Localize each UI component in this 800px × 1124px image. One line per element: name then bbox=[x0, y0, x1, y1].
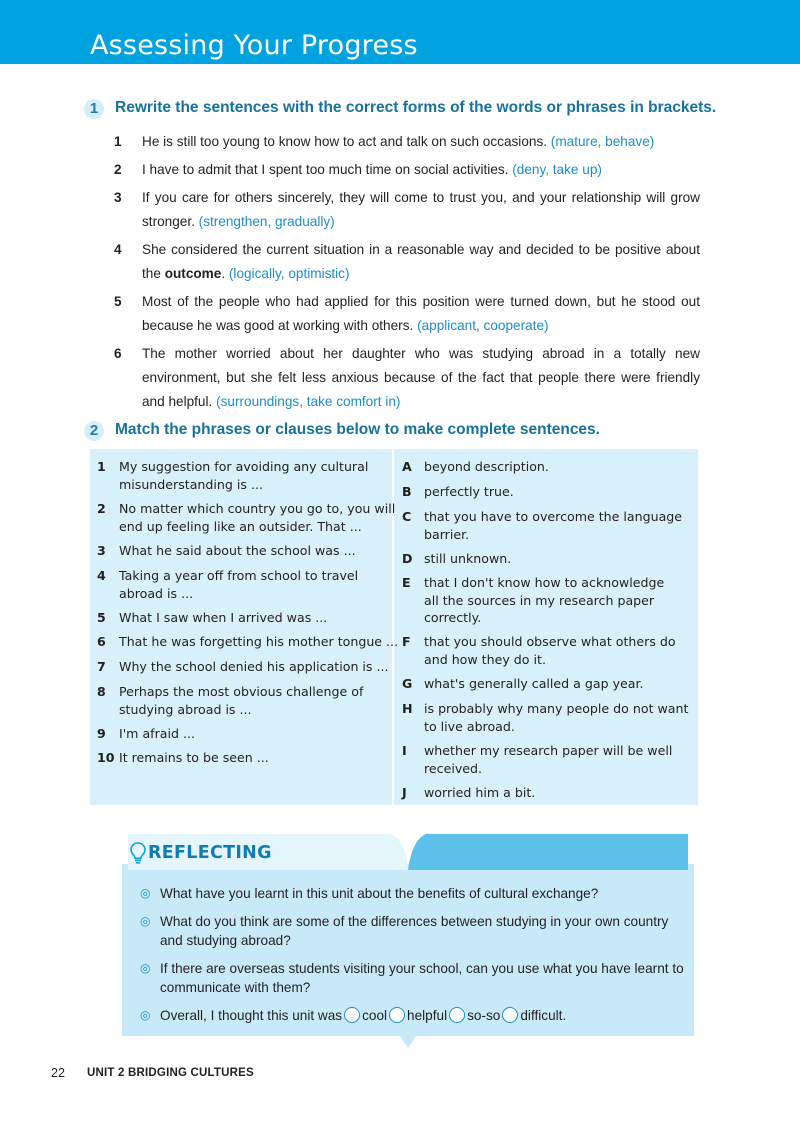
right-item-text: whether my research paper will be well bbox=[424, 743, 673, 758]
right-item-text: correctly. bbox=[424, 610, 482, 625]
rating-radio-circle[interactable] bbox=[389, 1007, 405, 1023]
right-item-letter: F bbox=[402, 634, 411, 649]
item-hint: (mature, behave) bbox=[550, 134, 655, 149]
bullet-icon: ◎ bbox=[140, 961, 151, 975]
reflecting-question bbox=[140, 884, 688, 903]
question-text: What have you learnt in this unit about the benefits of cultural exchange? bbox=[160, 886, 599, 901]
left-item-number: 7 bbox=[97, 659, 106, 674]
left-item-number: 10 bbox=[97, 750, 115, 765]
right-item-text: that you have to overcome the language bbox=[424, 509, 683, 524]
right-item-text: all the sources in my research paper bbox=[424, 592, 655, 608]
section-1-title: Rewrite the sentences with the correct forms of the words or phrases in brackets. bbox=[115, 99, 717, 116]
left-item-number: 5 bbox=[97, 610, 106, 625]
right-item-letter: H bbox=[402, 701, 413, 716]
item-number: 1 bbox=[114, 134, 122, 149]
reflecting-list bbox=[140, 884, 688, 1034]
question-text: If there are overseas students visiting your school, can you use what you have learnt to communicate with them? bbox=[160, 961, 684, 995]
left-item-text: What I saw when I arrived was ... bbox=[119, 610, 328, 625]
right-item-letter: D bbox=[402, 551, 413, 566]
right-item-letter: B bbox=[402, 484, 412, 499]
exercise-1-item bbox=[114, 342, 700, 414]
rating-radio-circle[interactable] bbox=[344, 1007, 360, 1023]
bullet-icon: ◎ bbox=[140, 1008, 151, 1022]
rating-radio-circle[interactable] bbox=[449, 1007, 465, 1023]
item-hint: (deny, take up) bbox=[512, 162, 602, 177]
left-item-number: 2 bbox=[97, 501, 106, 516]
left-item-text: That he was forgetting his mother tongue ... bbox=[119, 634, 399, 649]
left-item-text: Taking a year off from school to travel bbox=[119, 568, 359, 583]
right-item-letter: I bbox=[402, 743, 407, 758]
item-text-end: . bbox=[221, 266, 229, 281]
left-item-number: 4 bbox=[97, 568, 106, 583]
right-item-letter: E bbox=[402, 575, 411, 590]
rating-radio-circle[interactable] bbox=[502, 1007, 518, 1023]
item-number: 3 bbox=[114, 190, 122, 205]
left-item-text: What he said about the school was ... bbox=[119, 543, 356, 558]
item-text: If you care for others sincerely, they will come to trust you, and your relationship will grow stronger. bbox=[142, 190, 700, 229]
exercise-1-item bbox=[114, 158, 700, 182]
right-item-text: received. bbox=[424, 760, 483, 776]
exercise-1-list bbox=[114, 130, 700, 418]
item-text: The mother worried about her daughter who was studying abroad in a totally new environment, but she felt less anxious because of the fact that people there were friendly and helpful. bbox=[142, 346, 700, 409]
item-number: 4 bbox=[114, 242, 122, 257]
item-hint: (strengthen, gradually) bbox=[198, 214, 335, 229]
left-item-text: Why the school denied his application is ... bbox=[119, 659, 389, 674]
rating-prefix: Overall, I thought this unit was bbox=[160, 1008, 343, 1023]
reflecting-question bbox=[140, 912, 688, 950]
right-item-text: to live abroad. bbox=[424, 718, 515, 734]
item-hint: (logically, optimistic) bbox=[228, 266, 350, 281]
right-item-text: beyond description. bbox=[424, 459, 549, 474]
reflecting-question bbox=[140, 959, 688, 997]
item-text: She considered the current situation in a reasonable way and decided to be positive about the bbox=[142, 242, 700, 281]
reflecting-rating bbox=[140, 1006, 688, 1025]
page-title: Assessing Your Progress bbox=[90, 30, 418, 61]
left-item-text: My suggestion for avoiding any cultural bbox=[119, 459, 369, 474]
exercise-1-item bbox=[114, 290, 700, 338]
left-item-text: end up feeling like an outsider. That ... bbox=[119, 518, 362, 534]
right-item-text: that you should observe what others do bbox=[424, 634, 676, 649]
left-item-text: It remains to be seen ... bbox=[119, 750, 269, 765]
left-item-number: 1 bbox=[97, 459, 106, 474]
right-item-text: worried him a bit. bbox=[424, 785, 536, 800]
right-item-text: perfectly true. bbox=[424, 484, 514, 499]
section-2-title: Match the phrases or clauses below to make complete sentences. bbox=[115, 421, 600, 438]
reflecting-title: REFLECTING bbox=[148, 843, 272, 863]
right-item-text: what's generally called a gap year. bbox=[424, 676, 644, 691]
left-item-text: studying abroad is ... bbox=[119, 701, 252, 717]
exercise-1-item bbox=[114, 186, 700, 234]
section-1-number: 1 bbox=[84, 99, 104, 119]
item-hint: (applicant, cooperate) bbox=[417, 318, 549, 333]
left-item-text: misunderstanding is ... bbox=[119, 476, 263, 492]
left-item-number: 3 bbox=[97, 543, 106, 558]
item-number: 2 bbox=[114, 162, 122, 177]
right-item-letter: C bbox=[402, 509, 412, 524]
left-item-number: 9 bbox=[97, 726, 106, 741]
rating-option-label: cool bbox=[362, 1008, 388, 1023]
right-item-text: is probably why many people do not want bbox=[424, 701, 689, 716]
left-item-text: abroad is ... bbox=[119, 585, 194, 601]
item-text: I have to admit that I spent too much time on social activities. bbox=[142, 162, 513, 177]
item-text: He is still too young to know how to act and talk on such occasions. bbox=[142, 134, 551, 149]
right-item-text: barrier. bbox=[424, 526, 470, 542]
exercise-1-item bbox=[114, 130, 700, 154]
item-number: 5 bbox=[114, 294, 122, 309]
item-bold-word: outcome bbox=[164, 266, 222, 281]
right-item-text: that I don't know how to acknowledge bbox=[424, 575, 665, 590]
left-item-text: Perhaps the most obvious challenge of bbox=[119, 684, 364, 699]
item-text: Most of the people who had applied for this position were turned down, but he stood out because he was good at working with others. bbox=[142, 294, 700, 333]
page-number: 22 bbox=[51, 1066, 65, 1080]
left-item-number: 6 bbox=[97, 634, 106, 649]
item-number: 6 bbox=[114, 346, 122, 361]
right-item-letter: J bbox=[402, 785, 407, 800]
rating-option-label: difficult. bbox=[520, 1008, 567, 1023]
left-item-number: 8 bbox=[97, 684, 106, 699]
right-item-letter: G bbox=[402, 676, 413, 691]
bullet-icon: ◎ bbox=[140, 886, 151, 900]
rating-option-label: helpful bbox=[407, 1008, 448, 1023]
lightbulb-icon bbox=[130, 842, 146, 864]
question-text: What do you think are some of the differences between studying in your own country and studying abroad? bbox=[160, 914, 669, 948]
right-item-text: and how they do it. bbox=[424, 651, 546, 667]
bullet-icon: ◎ bbox=[140, 914, 151, 928]
item-hint: (surroundings, take comfort in) bbox=[216, 394, 401, 409]
exercise-1-item bbox=[114, 238, 700, 286]
right-item-text: still unknown. bbox=[424, 551, 512, 566]
left-item-text: I'm afraid ... bbox=[119, 726, 195, 741]
left-item-text: No matter which country you go to, you will bbox=[119, 501, 396, 516]
right-item-letter: A bbox=[402, 459, 412, 474]
rating-option-label: so-so bbox=[467, 1008, 501, 1023]
unit-label: UNIT 2 BRIDGING CULTURES bbox=[87, 1067, 254, 1079]
section-2-number: 2 bbox=[84, 421, 104, 441]
